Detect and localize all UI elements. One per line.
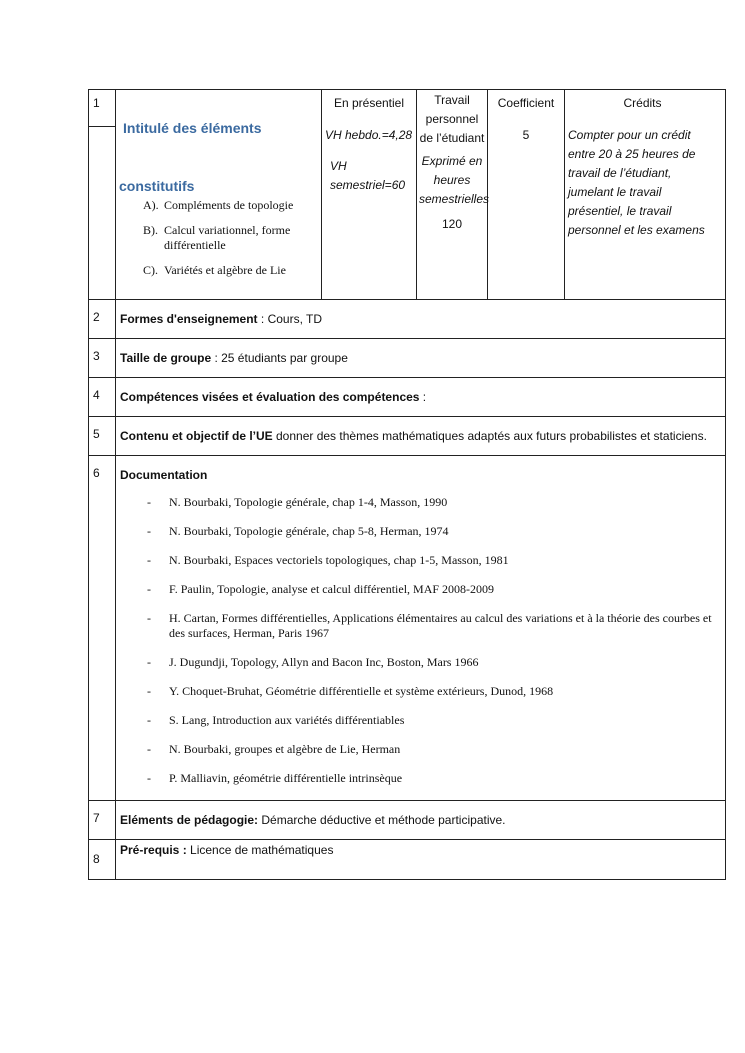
pedagogie: Eléments de pédagogie: Démarche déductive et méthode participative. — [116, 801, 726, 840]
list-item: - N. Bourbaki, groupes et algèbre de Lie, Herman — [147, 742, 401, 756]
list-item: - N. Bourbaki, Topologie générale, chap 1-4, Masson, 1990 — [147, 495, 448, 509]
travail-value: 120 — [441, 217, 463, 231]
row-number: 7 — [89, 801, 116, 840]
header-row — [89, 90, 726, 127]
list-item: - Y. Choquet-Bruhat, Géométrie différentielle et système extérieurs, Dunod, 1968 — [147, 684, 554, 698]
coefficient-label: Coefficient — [497, 96, 555, 110]
course-table — [88, 89, 726, 880]
travail-exprime: Exprimé en heures semestrielles — [419, 154, 490, 206]
empty-number-cell — [89, 127, 116, 300]
travail-cell — [417, 90, 488, 300]
table-row — [89, 339, 726, 378]
list-item: - N. Bourbaki, Espaces vectoriels topologiques, chap 1-5, Masson, 1981 — [147, 553, 509, 567]
row-number: 6 — [89, 456, 116, 801]
row-number: 3 — [89, 339, 116, 378]
prerequis: Pré-requis : Licence de mathématiques — [116, 840, 726, 880]
documentation-label: Documentation — [120, 468, 208, 482]
documentation — [116, 456, 726, 801]
list-item: B). Calcul variationnel, forme différentielle — [143, 223, 291, 252]
title-part2: constitutifs — [119, 178, 195, 194]
elements-list — [116, 198, 321, 278]
vh-semestriel: VH semestriel=60 — [330, 159, 406, 192]
contenu-objectif: Contenu et objectif de l’UE donner des thèmes mathématiques adaptés aux futurs probabilistes et staticiens. — [116, 417, 726, 456]
presentiel-cell — [322, 90, 417, 300]
list-item: A). Compléments de topologie — [143, 198, 294, 212]
presentiel-label: En présentiel — [333, 96, 405, 110]
row-number: 2 — [89, 300, 116, 339]
table-row — [89, 840, 726, 880]
row-number: 8 — [89, 840, 116, 880]
reference-list — [120, 495, 719, 786]
table-row — [89, 801, 726, 840]
list-item: - P. Malliavin, géométrie différentielle intrinsèque — [147, 771, 403, 785]
table-row — [89, 300, 726, 339]
credits-cell — [565, 90, 726, 300]
competences: Compétences visées et évaluation des compétences : — [116, 378, 726, 417]
row-number: 5 — [89, 417, 116, 456]
coefficient-cell — [488, 90, 565, 300]
list-item: - J. Dugundji, Topology, Allyn and Bacon Inc, Boston, Mars 1966 — [147, 655, 479, 669]
credits-text: Compter pour un crédit entre 20 à 25 heures de travail de l’étudiant, jumelant le travail présentiel, le travail personnel et les examens — [568, 128, 705, 237]
title-part1: Intitulé des éléments — [123, 120, 262, 136]
list-item: - S. Lang, Introduction aux variétés différentiables — [147, 713, 405, 727]
elements-title-cell — [116, 90, 322, 300]
travail-label: Travail personnel de l’étudiant — [419, 93, 485, 145]
credits-label: Crédits — [623, 96, 662, 110]
table-row — [89, 417, 726, 456]
row-number: 1 — [89, 90, 116, 127]
list-item: C). Variétés et algèbre de Lie — [143, 263, 286, 277]
vh-hebdo: VH hebdo.=4,28 — [325, 128, 413, 142]
table-row — [89, 378, 726, 417]
list-item: - F. Paulin, Topologie, analyse et calcul différentiel, MAF 2008-2009 — [147, 582, 495, 596]
formes-enseignement: Formes d'enseignement : Cours, TD — [116, 300, 726, 339]
row-number: 4 — [89, 378, 116, 417]
table-row — [89, 456, 726, 801]
list-item: - H. Cartan, Formes différentielles, Applications élémentaires au calcul des variations et à la théorie des courbes et des surfaces, Herman, Paris 1967 — [147, 611, 712, 640]
list-item: - N. Bourbaki, Topologie générale, chap 5-8, Herman, 1974 — [147, 524, 449, 538]
coefficient-value: 5 — [522, 128, 530, 142]
taille-groupe: Taille de groupe : 25 étudiants par groupe — [116, 339, 726, 378]
